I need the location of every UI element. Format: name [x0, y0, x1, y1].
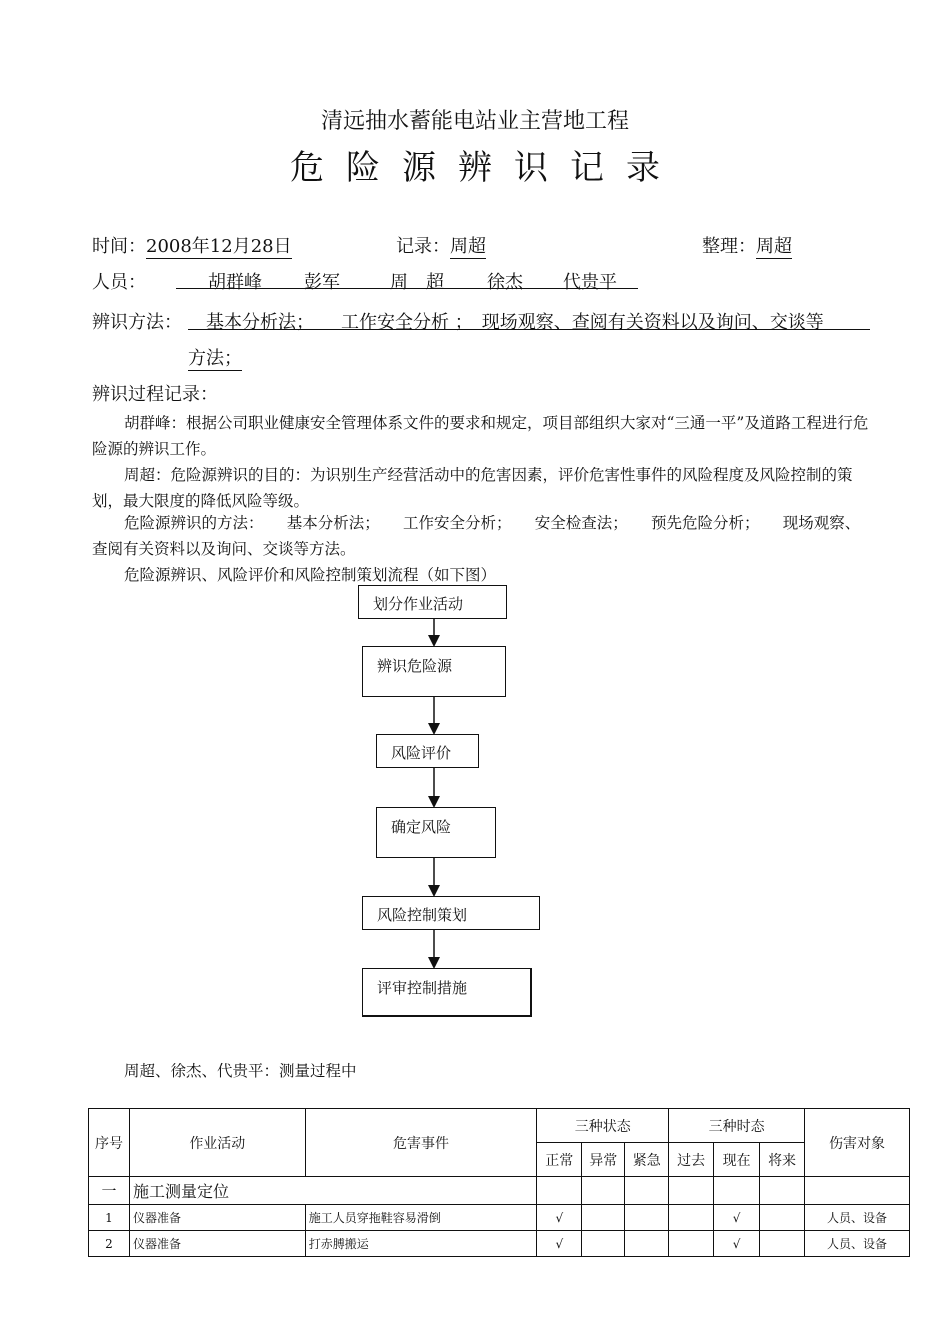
table-section-row	[89, 1177, 910, 1205]
paragraph-2: 周超：危险源辨识的目的：为识别生产经营活动中的危害因素，评价危害性事件的风险程度及风险控制的策划，最大限度的降低风险等级。	[92, 466, 853, 510]
header-past: 过去	[669, 1143, 714, 1177]
recorder-label: 记录：	[396, 236, 450, 257]
flow-step-3: 风险评价	[376, 734, 479, 768]
header-activity: 作业活动	[129, 1109, 305, 1177]
table-header-row-1	[89, 1109, 910, 1143]
flow-step-4: 确定风险	[376, 807, 496, 858]
document-title: 清远抽水蓄能电站业主营地工程	[320, 109, 629, 134]
header-three-tenses: 三种时态	[669, 1109, 805, 1143]
method-label: 辨识方法：	[92, 312, 182, 333]
header-normal: 正常	[537, 1143, 582, 1177]
flow-step-1: 划分作业活动	[358, 585, 507, 619]
header-abnormal: 异常	[582, 1143, 625, 1177]
document-subtitle: 危险源辨识记录	[290, 148, 682, 188]
header-target: 伤害对象	[805, 1109, 910, 1177]
paragraph-3: 危险源辨识的方法： 基本分析法； 工作安全分析； 安全检查法； 预先危险分析； 现场观察、查阅有关资料以及询问、交谈等方法。	[92, 514, 861, 558]
paragraph-4: 危险源辨识、风险评价和风险控制策划流程（如下图）	[124, 566, 497, 584]
flow-step-2: 辨识危险源	[362, 646, 506, 697]
recorder-value: 周超	[450, 236, 486, 257]
header-three-states: 三种状态	[537, 1109, 669, 1143]
paragraph-1: 胡群峰：根据公司职业健康安全管理体系文件的要求和规定，项目部组织大家对“三通一平”及道路工程进行危险源的辨识工作。	[92, 414, 869, 458]
person-3: 周 超	[390, 272, 444, 293]
table-row: 1 仪器准备 施工人员穿拖鞋容易滑倒 √ √ 人员、设备	[89, 1205, 910, 1231]
paragraph-5: 周超、徐杰、代贵平：测量过程中	[124, 1062, 357, 1080]
organizer-value: 周超	[756, 236, 792, 257]
method-value-line1: 基本分析法； 工作安全分析 ； 现场观察、查阅有关资料以及询问、交谈等	[206, 312, 824, 333]
people-label: 人员：	[92, 272, 146, 293]
person-2: 彭军	[304, 272, 340, 293]
time-label: 时间：	[92, 236, 146, 257]
table-row: 2 仪器准备 打赤膊搬运 √ √ 人员、设备	[89, 1231, 910, 1257]
section-title: 施工测量定位	[129, 1177, 536, 1205]
header-present: 现在	[714, 1143, 760, 1177]
person-1: 胡群峰	[208, 272, 262, 293]
person-5: 代贵平	[563, 272, 617, 293]
header-hazard: 危害事件	[305, 1109, 537, 1177]
method-value-line2: 方法；	[188, 348, 242, 369]
process-heading: 辨识过程记录：	[92, 384, 218, 405]
header-future: 将来	[760, 1143, 805, 1177]
header-emergency: 紧急	[625, 1143, 669, 1177]
hazard-table	[88, 1108, 910, 1257]
section-seq: 一	[89, 1177, 130, 1205]
person-4: 徐杰	[487, 272, 523, 293]
flow-step-6: 评审控制措施	[362, 968, 532, 1017]
flow-step-5: 风险控制策划	[362, 896, 540, 930]
time-value: 2008年12月28日	[146, 236, 292, 257]
header-seq: 序号	[89, 1109, 130, 1177]
organizer-label: 整理：	[702, 236, 756, 257]
